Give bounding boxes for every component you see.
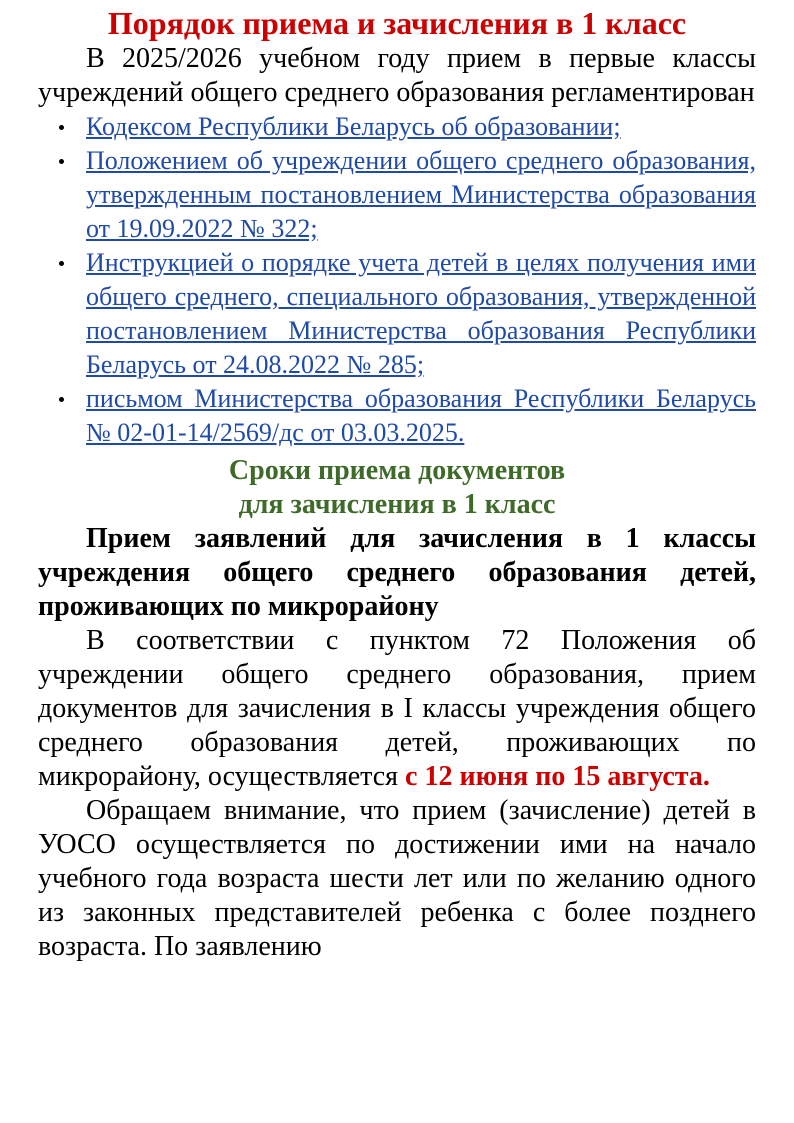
document-link-regulation[interactable]: Положением об учреждении общего среднего образования, утвержденным постановлением Министерства образования от 19.09.2022 № 322;	[86, 146, 756, 243]
bullet-icon	[59, 261, 64, 266]
list-item	[38, 144, 756, 246]
list-item	[38, 110, 756, 144]
intro-paragraph: В 2025/2026 учебном году прием в первые классы учреждений общего среднего образования регламентирован	[38, 43, 756, 108]
age-paragraph: Обращаем внимание, что прием (зачисление) детей в УОСО осуществляется по достижении ими на начало учебного года возраста шести лет или по желанию одного из законных представителей ребенка с более позднего возраста. По заявлению	[38, 795, 756, 962]
list-item	[38, 246, 756, 382]
document-page	[38, 0, 756, 964]
page-title: Порядок приема и зачисления в 1 класс	[107, 5, 687, 41]
deadline-paragraph	[38, 624, 756, 794]
subheading: Прием заявлений для зачисления в 1 классы учреждения общего среднего образования детей, проживающих по микрорайону	[38, 523, 756, 622]
list-item	[38, 382, 756, 450]
deadline-text: В соответствии с пунктом 72 Положения об учреждении общего среднего образования, прием документов для зачисления в I классы учреждения общего среднего образования детей, проживающих по микрорайону, осуществляется	[38, 625, 756, 792]
section-title-line2: для зачисления в 1 класс	[238, 489, 556, 520]
bullet-icon	[59, 397, 64, 402]
section-title-line1: Сроки приема документов	[228, 455, 566, 486]
document-link-code[interactable]: Кодексом Республики Беларусь об образовании;	[86, 112, 621, 141]
document-link-letter[interactable]: письмом Министерства образования Республики Беларусь № 02-01-14/2569/дс от 03.03.2025.	[86, 384, 756, 447]
section-title	[38, 454, 756, 522]
bullet-icon	[59, 159, 64, 164]
deadline-highlight: с 12 июня по 15 августа.	[405, 761, 710, 792]
bullet-icon	[59, 125, 64, 130]
document-link-instruction[interactable]: Инструкцией о порядке учета детей в целях получения ими общего среднего, специального образования, утвержденной постановлением Министерства образования Республики Беларусь от 24.08.2022 № 285;	[86, 248, 756, 379]
documents-list	[38, 110, 756, 450]
